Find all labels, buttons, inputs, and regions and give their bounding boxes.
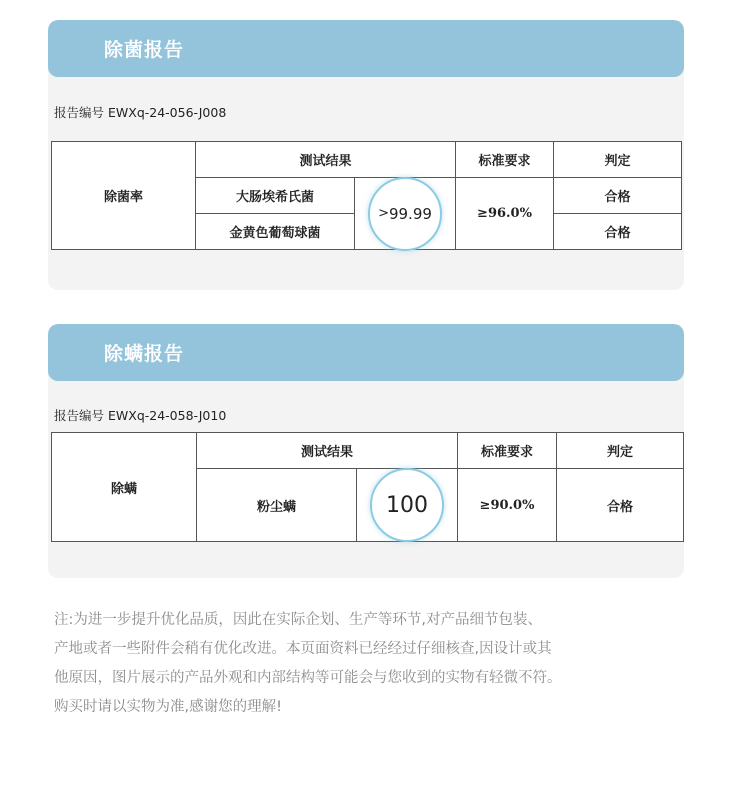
mite-removal-report-header <box>48 324 684 381</box>
header-test-result: 测试结果 <box>196 142 456 178</box>
sterilization-report-card <box>48 20 684 290</box>
report-number-label: 报告编号 <box>54 105 105 120</box>
disclaimer-note <box>54 606 704 722</box>
result-value-circle <box>368 177 442 251</box>
note-line: 产地或者一些附件会稍有优化改进。本页面资料已经经过仔细核查,因设计或其 <box>54 641 552 657</box>
value-cell <box>357 469 458 542</box>
sterilization-report-header <box>48 20 684 77</box>
note-line: 他原因，图片展示的产品外观和内部结构等可能会与您收到的实物有轻微不符。 <box>54 670 562 686</box>
header-verdict: 判定 <box>557 433 684 469</box>
header-standard: 标准要求 <box>456 142 554 178</box>
item-name-cell: 大肠埃希氏菌 <box>196 178 355 214</box>
standard-cell: ≥96.0% <box>456 178 554 250</box>
sterilization-report-number <box>54 103 226 121</box>
header-standard: 标准要求 <box>458 433 557 469</box>
header-test-result: 测试结果 <box>197 433 458 469</box>
note-line: 注:为进一步提升优化品质，因此在实际企划、生产等环节,对产品细节包装、 <box>54 612 542 628</box>
result-value-circle <box>370 468 444 542</box>
row-label-cell: 除螨 <box>52 433 197 542</box>
header-verdict: 判定 <box>554 142 682 178</box>
note-line: 购买时请以实物为准,感谢您的理解! <box>54 699 282 715</box>
result-value: 100 <box>386 492 428 518</box>
value-prefix: > <box>378 206 389 221</box>
mite-removal-report-number <box>54 406 226 424</box>
item-name-cell: 金黄色葡萄球菌 <box>196 214 355 250</box>
sterilization-result-table <box>51 141 682 250</box>
sterilization-report-title: 除菌报告 <box>104 39 185 61</box>
report-number-label: 报告编号 <box>54 408 105 423</box>
report-number-value: EWXq-24-056-J008 <box>108 105 227 120</box>
verdict-cell: 合格 <box>554 178 682 214</box>
standard-cell: ≥90.0% <box>458 469 557 542</box>
mite-removal-result-table <box>51 432 684 542</box>
verdict-cell: 合格 <box>557 469 684 542</box>
report-number-value: EWXq-24-058-J010 <box>108 408 227 423</box>
value-cell <box>355 178 456 250</box>
verdict-cell: 合格 <box>554 214 682 250</box>
mite-removal-report-title: 除螨报告 <box>104 343 185 365</box>
item-name-cell: 粉尘螨 <box>197 469 357 542</box>
row-label-cell: 除菌率 <box>52 142 196 250</box>
result-value: 99.99 <box>388 204 432 223</box>
mite-removal-report-card <box>48 324 684 578</box>
